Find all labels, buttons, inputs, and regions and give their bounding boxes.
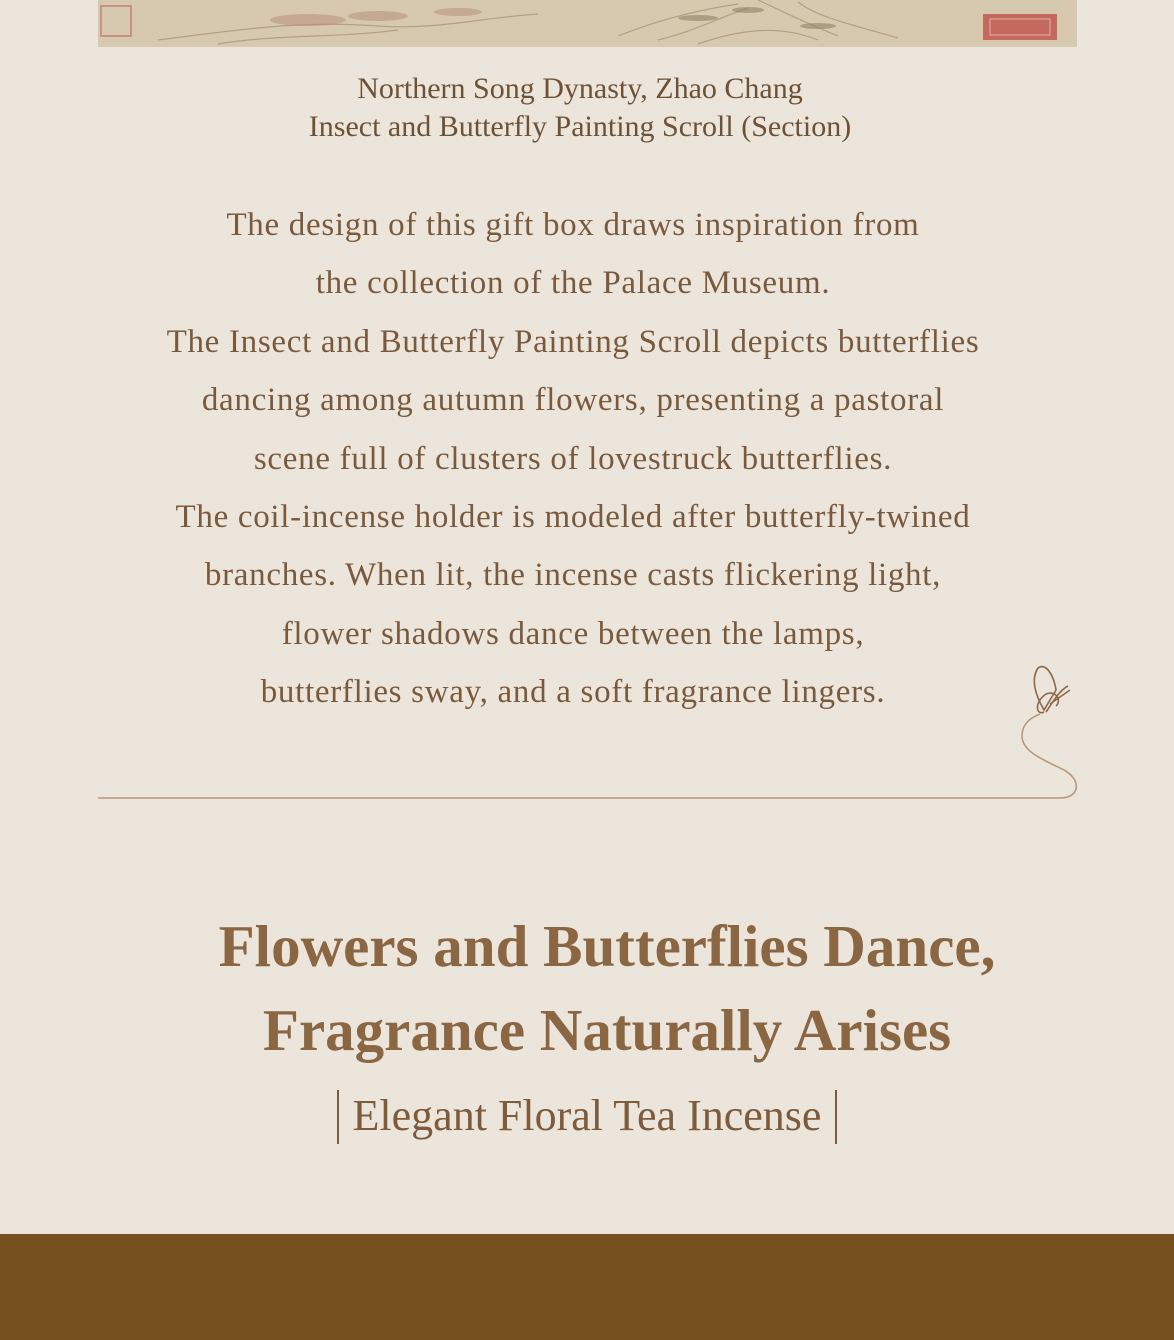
description-line: dancing among autumn flowers, presenting a pastoral <box>201 382 945 419</box>
headline-line-2: Fragrance Naturally Arises <box>262 997 952 1063</box>
description-line: The Insect and Butterfly Painting Scroll depicts butterflies <box>166 323 980 360</box>
footer-band <box>0 1234 1174 1340</box>
painting-caption-dynasty: Northern Song Dynasty, Zhao Chang <box>357 72 803 105</box>
subtitle-bar-left <box>337 1090 339 1144</box>
description-line: The coil-incense holder is modeled after butterfly-twined <box>175 498 971 535</box>
painting-caption-title: Insect and Butterfly Painting Scroll (Section) <box>308 110 852 143</box>
description-line: flower shadows dance between the lamps, <box>281 615 865 652</box>
butterfly-icon <box>1034 667 1070 713</box>
description-line: butterflies sway, and a soft fragrance lingers. <box>260 674 886 711</box>
subtitle-text: Elegant Floral Tea Incense <box>352 1091 822 1140</box>
headline-line-1: Flowers and Butterflies Dance, <box>218 913 996 979</box>
description-line: the collection of the Palace Museum. <box>315 265 831 302</box>
product-subtitle <box>0 1088 1174 1147</box>
description-line: scene full of clusters of lovestruck butterflies. <box>253 440 893 477</box>
subtitle-bar-right <box>835 1090 837 1144</box>
description-line: The design of this gift box draws inspiration from <box>226 207 920 243</box>
description-line: branches. When lit, the incense casts flickering light, <box>204 557 942 594</box>
